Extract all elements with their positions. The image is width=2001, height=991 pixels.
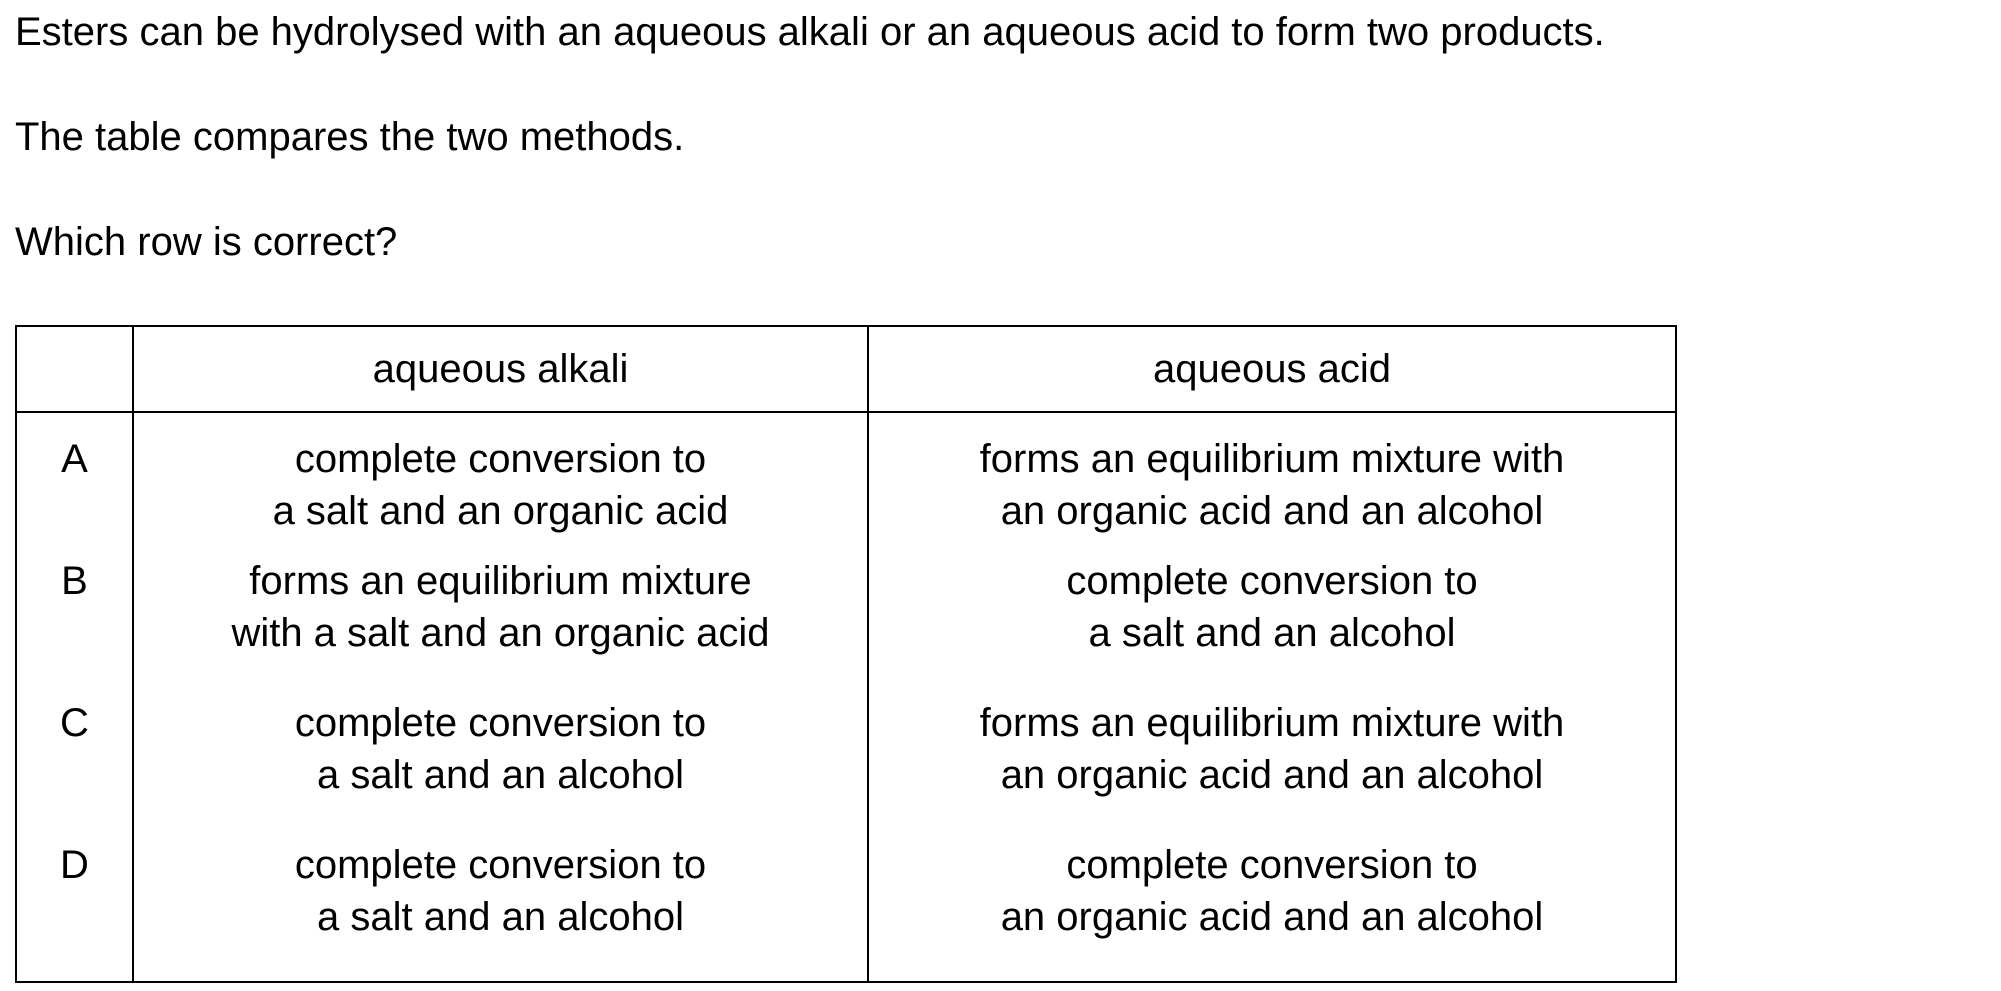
- table-header-row: [16, 326, 1676, 412]
- cell-line: forms an equilibrium mixture with: [979, 437, 1565, 481]
- cell-line: a salt and an alcohol: [1088, 611, 1456, 655]
- acid-cell: [868, 697, 1676, 839]
- cell-line: a salt and an alcohol: [317, 753, 684, 797]
- cell-line: complete conversion to: [294, 843, 707, 887]
- question-prompt: Which row is correct?: [15, 220, 398, 264]
- row-key: B: [16, 555, 133, 697]
- cell-line: a salt and an alcohol: [317, 895, 684, 939]
- table-row-b: [16, 555, 1676, 697]
- table-row-c: [16, 697, 1676, 839]
- cell-line: a salt and an organic acid: [272, 489, 729, 533]
- cell-line: complete conversion to: [294, 701, 707, 745]
- cell-line: complete conversion to: [1066, 843, 1478, 887]
- question-compare-statement: The table compares the two methods.: [15, 115, 685, 159]
- acid-cell: [868, 412, 1676, 555]
- header-aqueous-alkali: aqueous alkali: [133, 326, 868, 412]
- cell-line: an organic acid and an alcohol: [1000, 753, 1544, 797]
- question-intro: Esters can be hydrolysed with an aqueous alkali or an aqueous acid to form two products.: [15, 10, 1605, 54]
- table-row-d: [16, 839, 1676, 982]
- alkali-cell: [133, 697, 868, 839]
- alkali-cell: [133, 412, 868, 555]
- acid-cell: [868, 555, 1676, 697]
- cell-line: an organic acid and an alcohol: [1000, 489, 1544, 533]
- header-aqueous-acid: aqueous acid: [868, 326, 1676, 412]
- header-key: [16, 326, 133, 412]
- table-row-a: [16, 412, 1676, 555]
- alkali-cell: [133, 555, 868, 697]
- alkali-cell: [133, 839, 868, 982]
- cell-line: forms an equilibrium mixture: [249, 559, 752, 603]
- row-key: A: [16, 412, 133, 555]
- cell-line: an organic acid and an alcohol: [1000, 895, 1544, 939]
- acid-cell: [868, 839, 1676, 982]
- row-key: D: [16, 839, 133, 982]
- row-key: C: [16, 697, 133, 839]
- cell-line: forms an equilibrium mixture with: [979, 701, 1565, 745]
- cell-line: complete conversion to: [1066, 559, 1478, 603]
- cell-line: complete conversion to: [294, 437, 707, 481]
- cell-line: with a salt and an organic acid: [231, 611, 770, 655]
- comparison-table: [15, 325, 1677, 983]
